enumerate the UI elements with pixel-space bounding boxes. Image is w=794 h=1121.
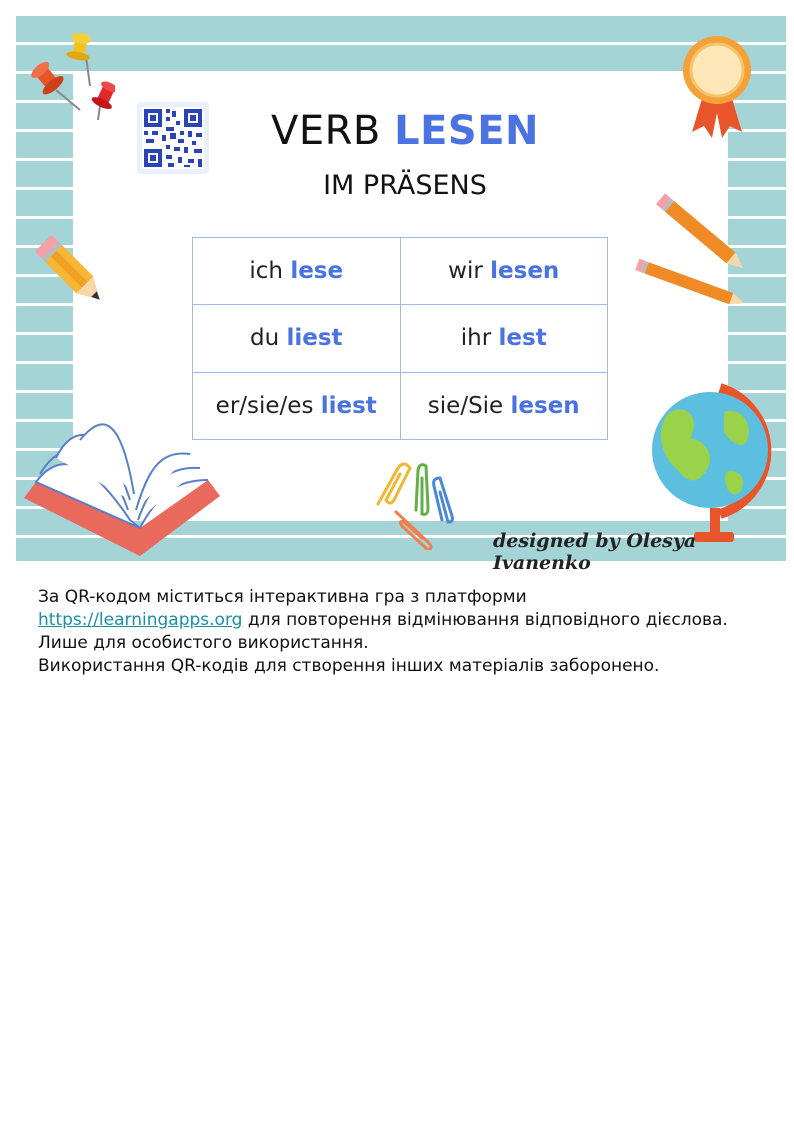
pronoun: du [249,325,280,352]
table-row [193,238,608,305]
push-pins-icon [20,20,115,120]
info-text [38,586,768,678]
learningapps-link[interactable]: https://learningapps.org [38,610,243,630]
pronoun: ihr [460,325,492,352]
award-rosette-icon [678,32,756,140]
table-row [193,372,608,439]
verb-form: liest [286,325,343,352]
pronoun: ich [249,258,284,285]
verb-form: lesen [490,258,560,285]
pencils-icon [634,184,758,310]
info-line-4: Використання QR-кодів для створення інших матеріалів заборонено. [38,656,660,676]
pronoun: er/sie/es [215,392,314,419]
globe-icon [640,382,784,554]
card-subtitle: IM PRÄSENS [323,170,487,201]
info-line-3: Лише для особистого використання. [38,633,369,653]
info-paragraph [38,586,768,632]
table-cell [400,238,608,305]
verb-form: lesen [510,392,580,419]
verb-form: liest [320,392,377,419]
title-prefix: VERB [270,108,381,154]
paper-clips-icon [372,460,476,550]
info-line-2: для повторення відмінювання відповідного дієслова. [242,610,728,630]
open-book-icon [20,410,224,558]
pronoun: sie/Sie [427,392,504,419]
signature: designed by Olesya Ivanenko [493,530,697,574]
verb-form: lest [498,325,547,352]
table-cell [193,305,401,372]
pronoun: wir [448,258,483,285]
verb-form: lese [290,258,344,285]
info-line-1: За QR-кодом міститься інтерактивна гра з платформи [38,587,527,607]
card-title [240,108,570,154]
table-cell [400,372,608,439]
table-cell [400,305,608,372]
table-cell [193,238,401,305]
pencil-icon [28,228,112,312]
title-verb: LESEN [394,108,539,154]
qr-code-icon[interactable] [137,102,209,174]
table-row [193,305,608,372]
conjugation-table [192,237,608,440]
